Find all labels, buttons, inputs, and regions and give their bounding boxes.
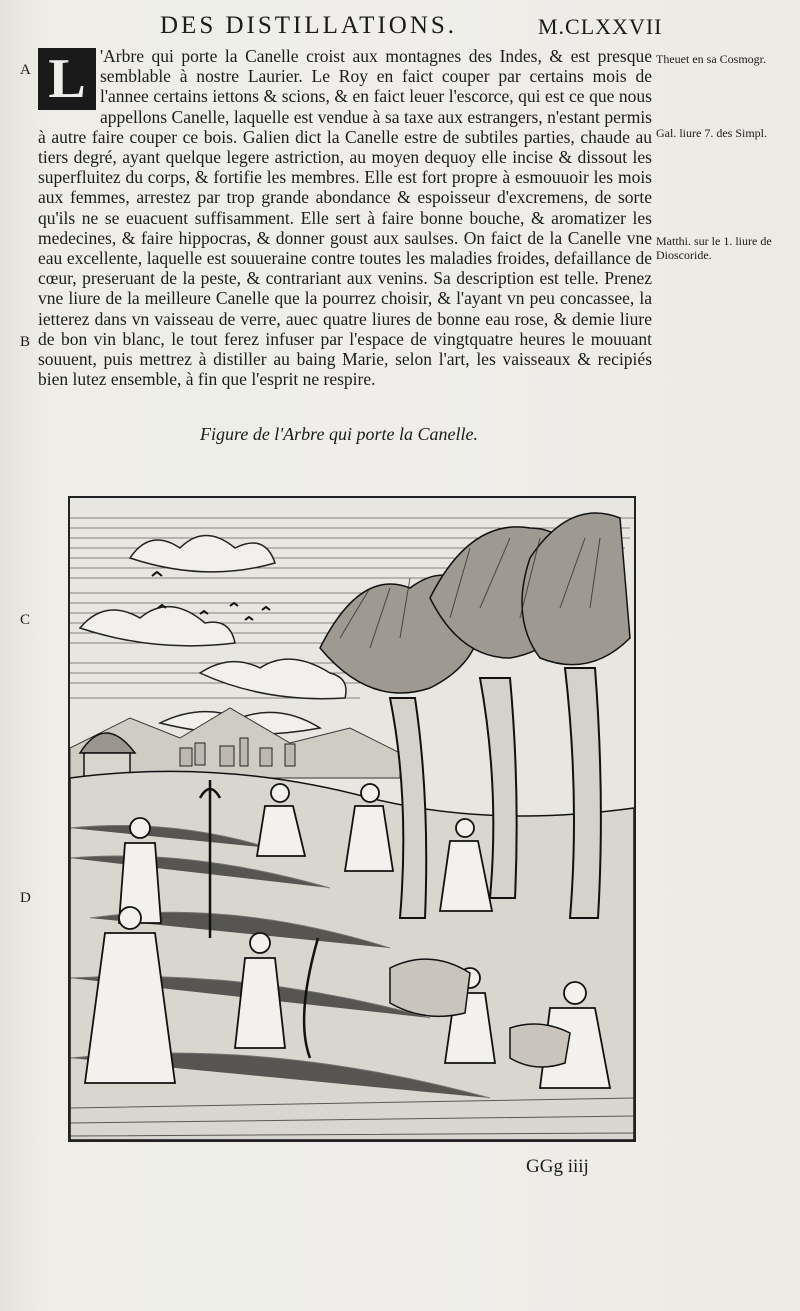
paragraph-text: 'Arbre qui porte la Canelle croist aux montagnes des Indes, & est presque semblable à nostre Laurier. Le Roy en faict couper par certains mois de l'annee certains iettons & scions, & en faict leuer l'escorce, qui est ce que nous appellons Canelle, laquelle est vendue à sa taxe aux estrangers, n'estant permis à autre faire couper ce bois. Galien dict la Canelle estre de subtiles parties, chaude au tiers degré, ayant quelque legere astriction, au moyen dequoy elle incise & dissout les superfluitez du corps, & fortifie les membres. Elle est fort propre à esmouuoir les mois aux femmes, arrestez par trop grande abondance & espoisseur d'excremens, de sorte qu'ils ne se euacuent suffisamment. Elle sert à faire bonne bouche, & aromatizer les medecines, & faire hippocras, & donner goust aux saulses. On faict de la Canelle vne eau excellente, laquelle est souueraine contre toutes les maladies froides, defaillance de cœur, preseruant de la peste, & contrariant aux venins. Sa description est telle. Prenez vne liure de la meilleure Canelle que la pourrez choisir, & l'ayant vn peu concassee, la ietterez dans vn vaisseau de verre, auec quatre liures de bonne eau rose, & demie liure de bon vin blanc, le tout ferez infuser par l'espace de vingtquatre heures le mouuant souuent, puis mettrez à distiller au baing Marie, selon l'art, les vaisseaux & recipiés bien lutez ensemble, à fin que l'esprit ne respire.	[38, 46, 652, 390]
body-paragraph	[38, 46, 652, 389]
margin-marker-d: D	[20, 890, 31, 906]
woodcut-cinnamon-harvest	[70, 498, 634, 1140]
margin-marker-c: C	[20, 612, 31, 628]
margin-note-matthiole: Matthi. sur le 1. liure de Dioscoride.	[656, 234, 772, 262]
margin-marker-a: A	[20, 62, 31, 78]
folio-number: M.CLXXVII	[538, 14, 663, 39]
signature-mark: GGg iiij	[526, 1156, 589, 1177]
figure-caption: Figure de l'Arbre qui porte la Canelle.	[200, 424, 478, 444]
woodcut-illustration	[68, 496, 636, 1142]
decorated-initial: L	[38, 48, 96, 110]
margin-note-theuet: Theuet en sa Cosmogr.	[656, 52, 766, 66]
margin-marker-b: B	[20, 334, 31, 350]
margin-note-galien: Gal. liure 7. des Simpl.	[656, 126, 767, 140]
running-head: DES DISTILLATIONS.	[160, 12, 458, 39]
